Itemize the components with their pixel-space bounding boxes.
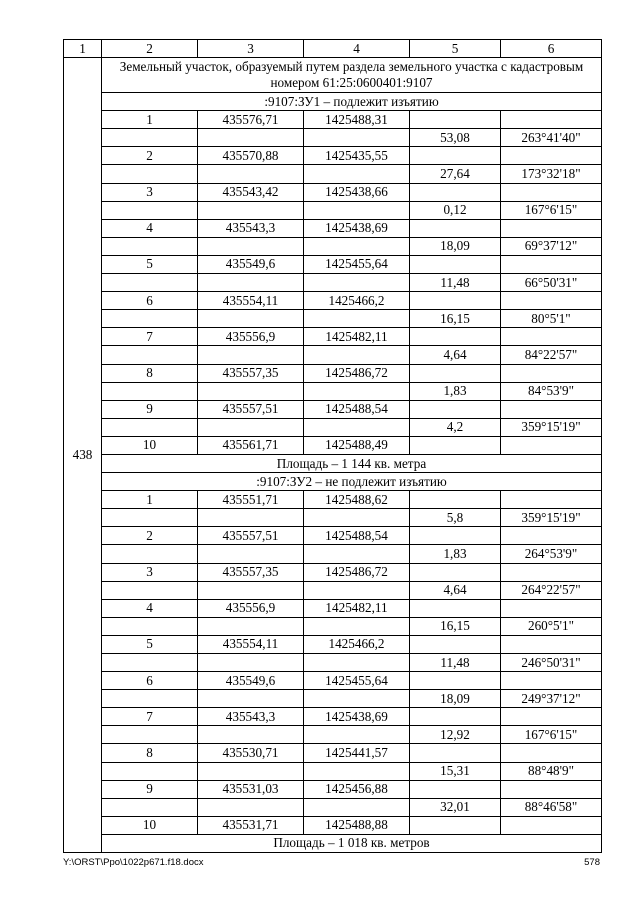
- point-y: 1425482,11: [304, 328, 410, 346]
- empty-cell: [501, 635, 602, 653]
- segment-angle: 260°5'1": [501, 617, 602, 635]
- empty-cell: [501, 491, 602, 509]
- empty-cell: [501, 436, 602, 454]
- empty-cell: [410, 328, 501, 346]
- empty-cell: [501, 744, 602, 762]
- segment-length: 4,2: [410, 418, 501, 436]
- point-y: 1425466,2: [304, 635, 410, 653]
- point-row: [64, 183, 602, 201]
- point-number: 3: [102, 183, 198, 201]
- point-number: 10: [102, 816, 198, 834]
- segment-angle: 80°5'1": [501, 310, 602, 328]
- segment-angle: 246°50'31": [501, 654, 602, 672]
- point-y: 1425466,2: [304, 292, 410, 310]
- empty-cell: [501, 400, 602, 418]
- empty-cell: [102, 581, 198, 599]
- header-row: [64, 40, 602, 58]
- segment-angle: 167°6'15": [501, 201, 602, 219]
- parcel-title-row: [64, 58, 602, 93]
- point-row: [64, 635, 602, 653]
- point-x: 435557,51: [198, 400, 304, 418]
- area-row: [64, 454, 602, 472]
- empty-cell: [410, 219, 501, 237]
- point-number: 5: [102, 635, 198, 653]
- empty-cell: [304, 726, 410, 744]
- empty-cell: [304, 310, 410, 328]
- empty-cell: [102, 346, 198, 364]
- empty-cell: [198, 274, 304, 292]
- empty-cell: [410, 255, 501, 273]
- empty-cell: [410, 599, 501, 617]
- segment-row: [64, 274, 602, 292]
- point-x: 435543,3: [198, 708, 304, 726]
- empty-cell: [501, 255, 602, 273]
- empty-cell: [198, 382, 304, 400]
- header-cell: 4: [304, 40, 410, 58]
- point-number: 5: [102, 255, 198, 273]
- area-row: [64, 834, 602, 852]
- point-row: [64, 563, 602, 581]
- point-y: 1425488,54: [304, 400, 410, 418]
- section-area: Площадь – 1 018 кв. метров: [102, 834, 602, 852]
- segment-row: [64, 165, 602, 183]
- point-number: 2: [102, 527, 198, 545]
- empty-cell: [102, 509, 198, 527]
- empty-cell: [501, 563, 602, 581]
- point-y: 1425488,49: [304, 436, 410, 454]
- segment-length: 15,31: [410, 762, 501, 780]
- segment-row: [64, 129, 602, 147]
- point-row: [64, 816, 602, 834]
- empty-cell: [501, 183, 602, 201]
- empty-cell: [304, 274, 410, 292]
- point-y: 1425435,55: [304, 147, 410, 165]
- empty-cell: [501, 364, 602, 382]
- empty-cell: [304, 382, 410, 400]
- segment-length: 16,15: [410, 310, 501, 328]
- empty-cell: [198, 418, 304, 436]
- point-y: 1425441,57: [304, 744, 410, 762]
- empty-cell: [198, 617, 304, 635]
- point-row: [64, 527, 602, 545]
- segment-row: [64, 617, 602, 635]
- empty-cell: [198, 129, 304, 147]
- empty-cell: [102, 129, 198, 147]
- segment-row: [64, 545, 602, 563]
- segment-row: [64, 581, 602, 599]
- empty-cell: [410, 436, 501, 454]
- point-x: 435576,71: [198, 111, 304, 129]
- empty-cell: [410, 111, 501, 129]
- point-y: 1425488,88: [304, 816, 410, 834]
- empty-cell: [198, 581, 304, 599]
- empty-cell: [198, 346, 304, 364]
- point-number: 8: [102, 364, 198, 382]
- segment-length: 18,09: [410, 237, 501, 255]
- point-row: [64, 292, 602, 310]
- segment-angle: 173°32'18": [501, 165, 602, 183]
- empty-cell: [102, 798, 198, 816]
- empty-cell: [304, 762, 410, 780]
- point-row: [64, 672, 602, 690]
- empty-cell: [410, 708, 501, 726]
- empty-cell: [102, 165, 198, 183]
- point-x: 435530,71: [198, 744, 304, 762]
- segment-row: [64, 798, 602, 816]
- empty-cell: [501, 527, 602, 545]
- section-area: Площадь – 1 144 кв. метра: [102, 454, 602, 472]
- empty-cell: [102, 654, 198, 672]
- empty-cell: [304, 237, 410, 255]
- segment-length: 16,15: [410, 617, 501, 635]
- point-y: 1425455,64: [304, 255, 410, 273]
- empty-cell: [102, 237, 198, 255]
- footer-page-number: 578: [584, 857, 600, 868]
- point-x: 435561,71: [198, 436, 304, 454]
- empty-cell: [102, 274, 198, 292]
- point-x: 435531,71: [198, 816, 304, 834]
- segment-row: [64, 654, 602, 672]
- segment-row: [64, 382, 602, 400]
- header-cell: 5: [410, 40, 501, 58]
- point-y: 1425486,72: [304, 563, 410, 581]
- segment-length: 5,8: [410, 509, 501, 527]
- empty-cell: [198, 654, 304, 672]
- empty-cell: [501, 708, 602, 726]
- segment-row: [64, 237, 602, 255]
- point-number: 9: [102, 780, 198, 798]
- point-y: 1425488,54: [304, 527, 410, 545]
- header-cell: 2: [102, 40, 198, 58]
- segment-row: [64, 201, 602, 219]
- segment-length: 1,83: [410, 545, 501, 563]
- empty-cell: [501, 328, 602, 346]
- empty-cell: [304, 129, 410, 147]
- point-row: [64, 599, 602, 617]
- empty-cell: [410, 292, 501, 310]
- empty-cell: [410, 635, 501, 653]
- section-title: :9107:ЗУ1 – подлежит изъятию: [102, 93, 602, 111]
- point-row: [64, 744, 602, 762]
- segment-length: 12,92: [410, 726, 501, 744]
- point-row: [64, 219, 602, 237]
- point-row: [64, 147, 602, 165]
- empty-cell: [198, 726, 304, 744]
- empty-cell: [501, 672, 602, 690]
- empty-cell: [410, 816, 501, 834]
- segment-angle: 66°50'31": [501, 274, 602, 292]
- empty-cell: [501, 147, 602, 165]
- point-x: 435551,71: [198, 491, 304, 509]
- point-y: 1425456,88: [304, 780, 410, 798]
- empty-cell: [410, 364, 501, 382]
- point-number: 7: [102, 708, 198, 726]
- point-row: [64, 436, 602, 454]
- segment-row: [64, 346, 602, 364]
- empty-cell: [304, 418, 410, 436]
- empty-cell: [102, 418, 198, 436]
- empty-cell: [102, 726, 198, 744]
- segment-angle: 359°15'19": [501, 418, 602, 436]
- segment-angle: 249°37'12": [501, 690, 602, 708]
- segment-angle: 264°53'9": [501, 545, 602, 563]
- empty-cell: [410, 744, 501, 762]
- empty-cell: [410, 780, 501, 798]
- empty-cell: [410, 672, 501, 690]
- point-row: [64, 491, 602, 509]
- segment-length: 0,12: [410, 201, 501, 219]
- segment-row: [64, 418, 602, 436]
- segment-length: 11,48: [410, 654, 501, 672]
- point-x: 435549,6: [198, 255, 304, 273]
- segment-angle: 88°48'9": [501, 762, 602, 780]
- point-number: 6: [102, 672, 198, 690]
- point-number: 7: [102, 328, 198, 346]
- empty-cell: [304, 545, 410, 563]
- empty-cell: [198, 310, 304, 328]
- empty-cell: [304, 509, 410, 527]
- point-row: [64, 111, 602, 129]
- point-y: 1425482,11: [304, 599, 410, 617]
- empty-cell: [102, 617, 198, 635]
- empty-cell: [501, 111, 602, 129]
- point-number: 2: [102, 147, 198, 165]
- point-number: 1: [102, 491, 198, 509]
- point-y: 1425455,64: [304, 672, 410, 690]
- point-number: 8: [102, 744, 198, 762]
- empty-cell: [304, 798, 410, 816]
- point-row: [64, 708, 602, 726]
- footer-file-path: Y:\ORST\Ppo\1022p671.f18.docx: [63, 857, 204, 868]
- empty-cell: [410, 527, 501, 545]
- empty-cell: [304, 165, 410, 183]
- segment-angle: 359°15'19": [501, 509, 602, 527]
- empty-cell: [198, 798, 304, 816]
- point-number: 6: [102, 292, 198, 310]
- point-row: [64, 400, 602, 418]
- segment-angle: 84°22'57": [501, 346, 602, 364]
- point-x: 435556,9: [198, 328, 304, 346]
- segment-row: [64, 310, 602, 328]
- segment-angle: 167°6'15": [501, 726, 602, 744]
- empty-cell: [102, 310, 198, 328]
- empty-cell: [410, 491, 501, 509]
- header-cell: 6: [501, 40, 602, 58]
- empty-cell: [410, 400, 501, 418]
- empty-cell: [102, 201, 198, 219]
- segment-length: 27,64: [410, 165, 501, 183]
- empty-cell: [304, 346, 410, 364]
- empty-cell: [501, 292, 602, 310]
- point-number: 10: [102, 436, 198, 454]
- segment-row: [64, 762, 602, 780]
- empty-cell: [304, 201, 410, 219]
- empty-cell: [198, 509, 304, 527]
- point-y: 1425438,69: [304, 219, 410, 237]
- point-x: 435531,03: [198, 780, 304, 798]
- segment-angle: 88°46'58": [501, 798, 602, 816]
- segment-angle: 84°53'9": [501, 382, 602, 400]
- segment-row: [64, 509, 602, 527]
- point-number: 4: [102, 219, 198, 237]
- point-y: 1425488,31: [304, 111, 410, 129]
- empty-cell: [410, 563, 501, 581]
- empty-cell: [410, 183, 501, 201]
- point-x: 435557,35: [198, 563, 304, 581]
- section-title-row: [64, 93, 602, 111]
- section-title-row: [64, 473, 602, 491]
- segment-length: 18,09: [410, 690, 501, 708]
- parcel-title: Земельный участок, образуемый путем раздела земельного участка с кадастровым номером 61:25:0600401:9107: [102, 58, 602, 93]
- section-title: :9107:ЗУ2 – не подлежит изъятию: [102, 473, 602, 491]
- point-row: [64, 364, 602, 382]
- empty-cell: [102, 690, 198, 708]
- empty-cell: [501, 816, 602, 834]
- segment-row: [64, 690, 602, 708]
- point-x: 435543,3: [198, 219, 304, 237]
- empty-cell: [198, 165, 304, 183]
- point-number: 3: [102, 563, 198, 581]
- empty-cell: [198, 545, 304, 563]
- empty-cell: [304, 654, 410, 672]
- empty-cell: [198, 201, 304, 219]
- point-x: 435556,9: [198, 599, 304, 617]
- segment-length: 4,64: [410, 346, 501, 364]
- segment-length: 32,01: [410, 798, 501, 816]
- segment-length: 1,83: [410, 382, 501, 400]
- point-number: 9: [102, 400, 198, 418]
- empty-cell: [304, 581, 410, 599]
- point-y: 1425438,69: [304, 708, 410, 726]
- point-y: 1425438,66: [304, 183, 410, 201]
- point-x: 435549,6: [198, 672, 304, 690]
- point-number: 1: [102, 111, 198, 129]
- empty-cell: [102, 545, 198, 563]
- empty-cell: [102, 762, 198, 780]
- point-x: 435554,11: [198, 635, 304, 653]
- coordinates-table: [63, 39, 602, 853]
- header-cell: 3: [198, 40, 304, 58]
- point-y: 1425488,62: [304, 491, 410, 509]
- point-row: [64, 255, 602, 273]
- segment-length: 53,08: [410, 129, 501, 147]
- point-x: 435570,88: [198, 147, 304, 165]
- segment-length: 11,48: [410, 274, 501, 292]
- empty-cell: [198, 762, 304, 780]
- row-number: 438: [64, 58, 102, 853]
- segment-length: 4,64: [410, 581, 501, 599]
- empty-cell: [501, 780, 602, 798]
- segment-row: [64, 726, 602, 744]
- point-x: 435543,42: [198, 183, 304, 201]
- header-cell: 1: [64, 40, 102, 58]
- empty-cell: [501, 219, 602, 237]
- point-x: 435554,11: [198, 292, 304, 310]
- segment-angle: 264°22'57": [501, 581, 602, 599]
- empty-cell: [198, 237, 304, 255]
- segment-angle: 263°41'40": [501, 129, 602, 147]
- point-row: [64, 780, 602, 798]
- point-number: 4: [102, 599, 198, 617]
- empty-cell: [501, 599, 602, 617]
- point-x: 435557,51: [198, 527, 304, 545]
- point-y: 1425486,72: [304, 364, 410, 382]
- empty-cell: [198, 690, 304, 708]
- empty-cell: [304, 690, 410, 708]
- point-x: 435557,35: [198, 364, 304, 382]
- point-row: [64, 328, 602, 346]
- empty-cell: [102, 382, 198, 400]
- segment-angle: 69°37'12": [501, 237, 602, 255]
- empty-cell: [304, 617, 410, 635]
- empty-cell: [410, 147, 501, 165]
